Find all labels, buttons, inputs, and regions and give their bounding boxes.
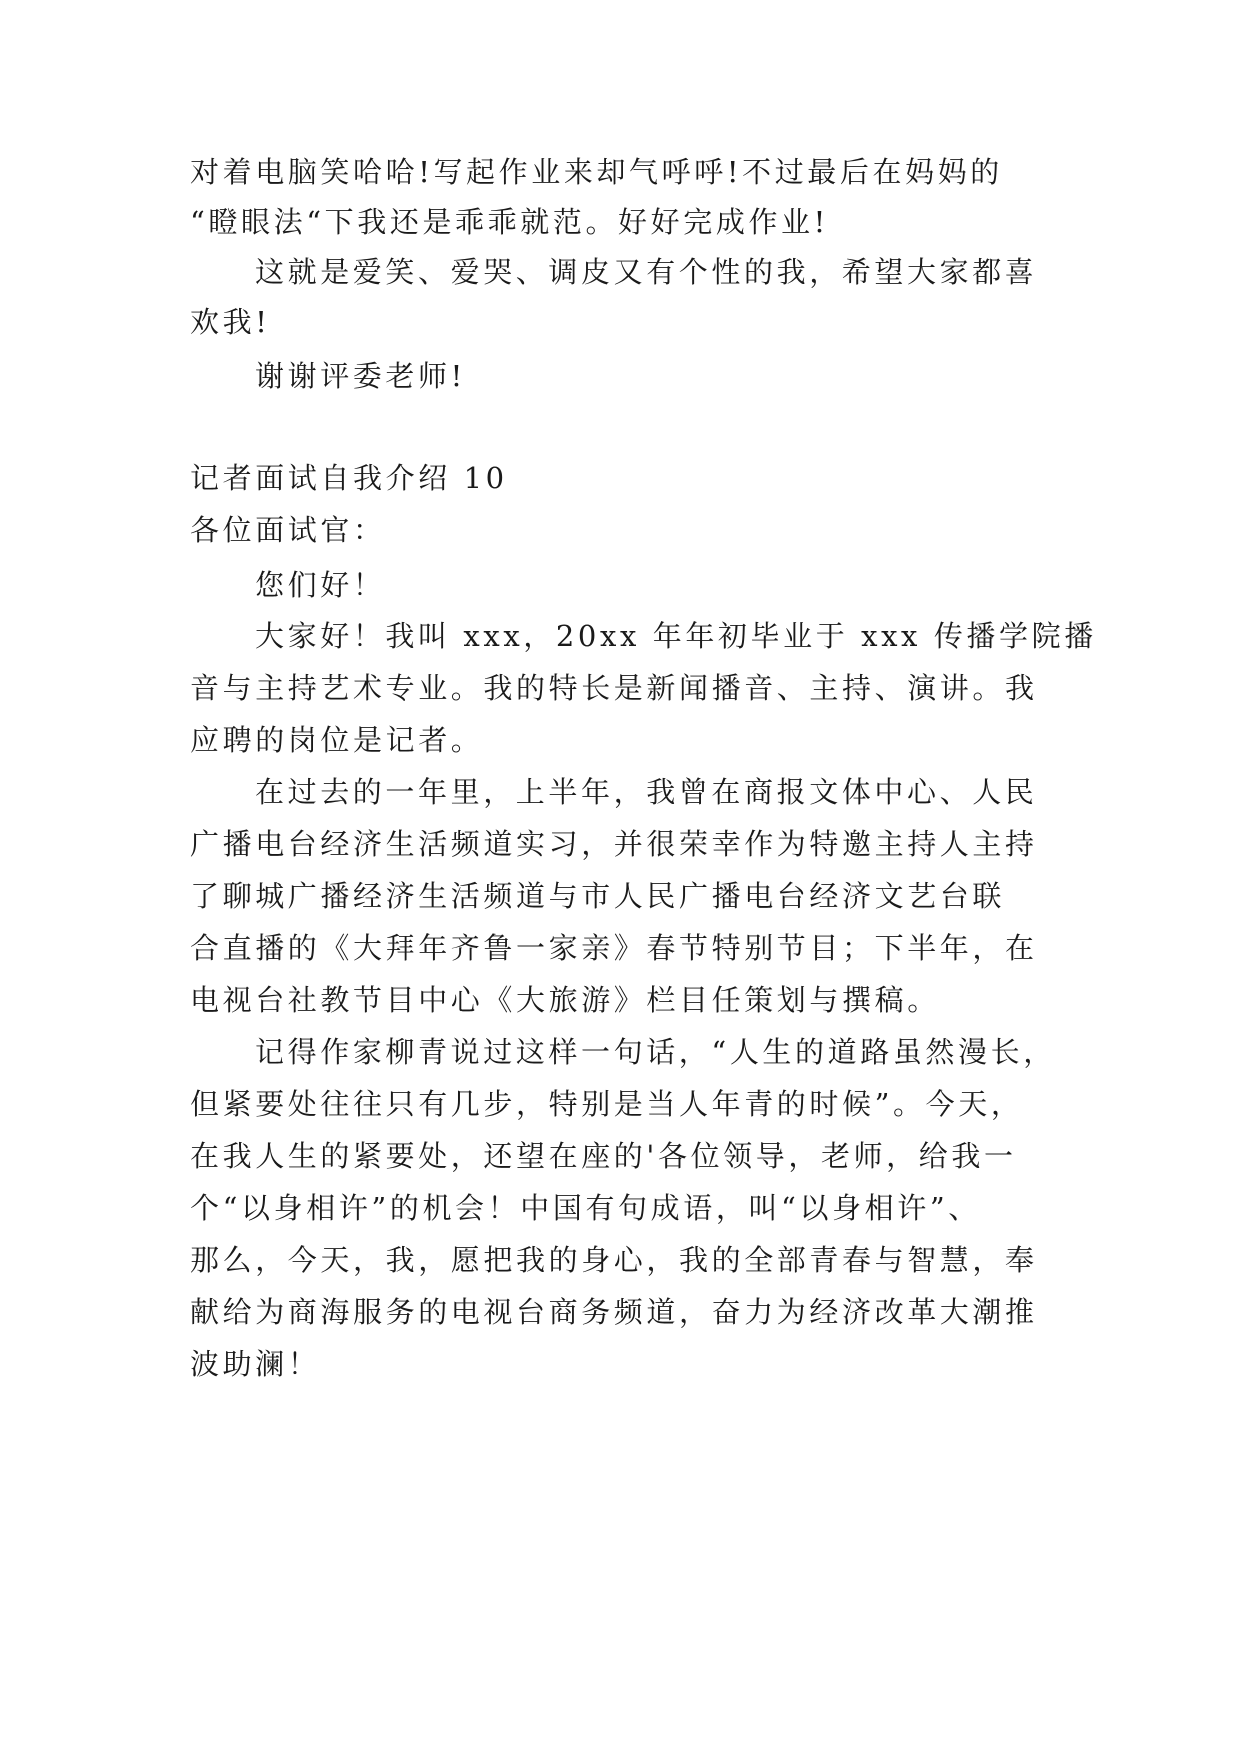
salutation: 各位面试官： xyxy=(190,513,386,547)
paragraph-line: 但紧要处往往只有几步，特别是当人年青的时候”。今天， xyxy=(190,1087,1024,1121)
paragraph-line: 这就是爱笑、爱哭、调皮又有个性的我，希望大家都喜 xyxy=(255,255,1038,289)
paragraph-line: 记得作家柳青说过这样一句话，“人生的道路虽然漫长， xyxy=(255,1035,1056,1069)
paragraph-line: 电视台社教节目中心《大旅游》栏目任策划与撰稿。 xyxy=(190,983,940,1017)
paragraph-line: 应聘的岗位是记者。 xyxy=(190,723,484,757)
paragraph-line: 在过去的一年里，上半年，我曾在商报文体中心、人民 xyxy=(255,775,1038,809)
paragraph-line: 献给为商海服务的电视台商务频道，奋力为经济改革大潮推 xyxy=(190,1295,1038,1329)
paragraph-line: 对着电脑笑哈哈!写起作业来却气呼呼!不过最后在妈妈的 xyxy=(190,155,1003,189)
paragraph-line: 在我人生的紧要处，还望在座的'各位领导，老师，给我一 xyxy=(190,1139,1017,1173)
section-heading: 记者面试自我介绍 10 xyxy=(190,461,508,495)
paragraph-line: 大家好！我叫 xxx，20xx 年年初毕业于 xxx 传播学院播 xyxy=(255,619,1097,653)
paragraph-line: 音与主持艺术专业。我的特长是新闻播音、主持、演讲。我 xyxy=(190,671,1038,705)
paragraph-line: 欢我! xyxy=(190,305,271,339)
paragraph-line: 了聊城广播经济生活频道与市人民广播电台经济文艺台联 xyxy=(190,879,1006,913)
paragraph-line: 谢谢评委老师! xyxy=(255,359,466,393)
greeting: 您们好！ xyxy=(255,568,386,602)
paragraph-line: 波助澜！ xyxy=(190,1347,321,1381)
paragraph-line: 那么，今天，我，愿把我的身心，我的全部青春与智慧，奉 xyxy=(190,1243,1038,1277)
paragraph-line: “瞪眼法“下我还是乖乖就范。好好完成作业! xyxy=(190,205,829,239)
paragraph-line: 个“以身相许”的机会！中国有句成语，叫“以身相许”、 xyxy=(190,1191,981,1225)
paragraph-line: 广播电台经济生活频道实习，并很荣幸作为特邀主持人主持 xyxy=(190,827,1038,861)
paragraph-line: 合直播的《大拜年齐鲁一家亲》春节特别节目；下半年，在 xyxy=(190,931,1038,965)
